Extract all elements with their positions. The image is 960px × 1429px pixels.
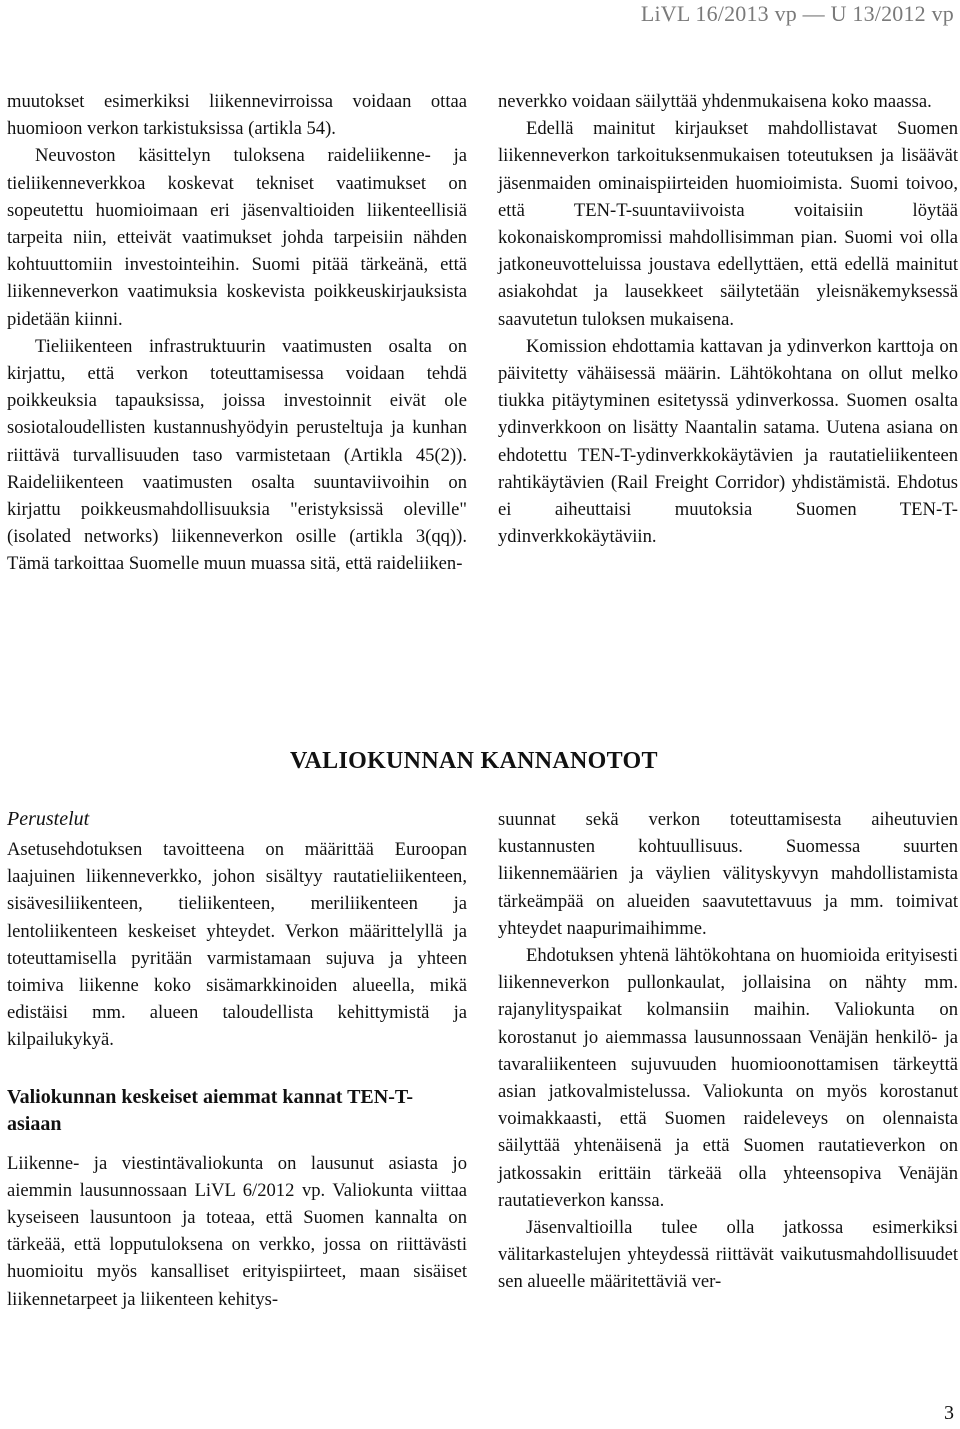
paragraph: Jäsenvaltioilla tulee olla jatkossa esimerkiksi välitarkastelujen yhteydessä riittävät vaikutusmahdollisuudet sen alueelle määritettäviä ver- — [498, 1217, 958, 1293]
running-header: LiVL 16/2013 vp — U 13/2012 vp — [640, 1, 954, 26]
paragraph: Asetusehdotuksen tavoitteena on määrittää Euroopan laajuinen liikenneverkko, johon sisältyy rautatieliikenteen, sisävesiliikenteen, tieliikenteen, meriliikenteen ja lentoliikenteen keskeiset yhteydet. Verkon määrittelyllä ja toteuttamisella pyritään varmistamaan sujuva ja yhteen toimiva liikenne koko sisämarkkinoiden alueella, mikä edistäisi mm. alueen taloudellista kehittymistä ja kilpailukykyä. — [7, 839, 467, 1051]
paragraph: Ehdotuksen yhtenä lähtökohtana on huomioida erityisesti liikenneverkon pullonkaulat, jollaisina on nähty mm. rajanylityspaikat kolmansiin maihin. Valiokunta on korostanut jo aiemmassa lausunnossaan Venäjän henkilö- ja tavaraliikenteen sujuvuuden huomioonottamisen tärkeyttä asian jatkovalmistelussa. Valiokunta on myös korostanut voimakkaasti, että Suomen raideleveys on olennaista säilyttää yhtenäisenä ja että Suomen rautatieverkon on jatkossakin erittäin tärkeää olla yhteensopiva Venäjän rautatieverkon kanssa. — [498, 945, 958, 1211]
paragraph: neverkko voidaan säilyttää yhdenmukaisena koko maassa. — [498, 91, 932, 112]
subheading-aiemmat-kannat: Valiokunnan keskeiset aiemmat kannat TEN-T-asiaan — [7, 1085, 414, 1135]
top-right-column — [498, 88, 958, 550]
bottom-left-column — [7, 806, 467, 1313]
top-left-column — [7, 88, 467, 578]
bottom-right-column — [498, 806, 958, 1296]
paragraph: muutokset esimerkiksi liikennevirroissa voidaan ottaa huomioon verkon tarkistuksissa (artikla 54). — [7, 91, 467, 140]
paragraph: Liikenne- ja viestintävaliokunta on lausunut asiasta jo aiemmin lausunnossaan LiVL 6/2012 vp. Valiokunta viittaa kyseiseen lausuntoon ja toteaa, että Suomen kannalta on tärkeää, että lopputuloksena on verkko, jossa on riittävästi huomioitu myös kansalliset erityispiirteet, maan sisäiset liikennetarpeet ja liikenteen kehitys- — [7, 1152, 467, 1310]
paragraph: Tieliikenteen infrastruktuurin vaatimusten osalta on kirjattu, että verkon toteuttamisessa voidaan tehdä poikkeuksia tapauksissa, joissa investoinnit eivät ole sosiotaloudellisten kustannushyödyin perusteltuja ja kunhan riittävä turvallisuuden taso varmistetaan (Artikla 45(2)). Raideliikenteen vaatimusten osalta suuntaviivoihin on kirjattu poikkeusmahdollisuuksia "eristyksissä oleville" (isolated networks) liikenneverkon osille (artikla 3(qq)). Tämä tarkoittaa Suomelle muun muassa sitä, että raideliiken- — [7, 335, 467, 575]
paragraph: suunnat sekä verkon toteuttamisesta aiheutuvien kustannusten kohtuullisuus. Suomessa suurten liikennemäärien ja väylien välityskyvyn mahdollistamista tärkeämpää on alueiden saavutettavuus ja mm. toimivat yhteydet naapurimaihimme. — [498, 809, 958, 939]
section-title: VALIOKUNNAN KANNANOTOT — [290, 748, 658, 774]
paragraph: Neuvoston käsittelyn tuloksena raideliikenne- ja tieliikenneverkkoa koskevat tekniset vaatimukset on sopeutettu huomioimaan eri jäsenvaltioiden liikenteellisiä tarpeita niin, etteivät vaatimukset johda tarpeisiin nähden kohtuuttomiin investointeihin. Suomi pitää tärkeänä, että liikenneverkon vaatimuksia koskevista poikkeuskirjauksista pidetään kiinni. — [7, 145, 467, 330]
paragraph: Edellä mainitut kirjaukset mahdollistavat Suomen liikenneverkon tarkoituksenmukaisen toteutuksen ja lisäävät jäsenmaiden ominaispiirteiden huomioimista. Suomi toivoo, että TEN-T-suuntaviivoista voitaisiin löytää kokonaiskompromissi mahdollisimman pian. Suomi voi olla jatkoneuvotteluissa joustava edellyttäen, että edellä mainitut asiakohdat ja lausekkeet säilytetään yleisnäkemyksessä saavutetun tuloksen mukaisena. — [498, 118, 958, 330]
subheading-perustelut: Perustelut — [7, 808, 90, 830]
paragraph: Komission ehdottamia kattavan ja ydinverkon karttoja on päivitetty vähäisessä määrin. Lähtökohtana on ollut melko tiukka pitäytyminen esitetyssä ydinverkossa. Suomen osalta ydinverkkoon on lisätty Naantalin satama. Uutena asiana on ehdotettu TEN-T-ydinverkkokäytävien ja rautatieliikenteen rahtikäytävien (Rail Freight Corridor) yhdistämistä. Ehdotus ei aiheuttaisi muutoksia Suomen TEN-T-ydinverkkokäytäviin. — [498, 335, 958, 548]
page-number: 3 — [944, 1402, 954, 1424]
